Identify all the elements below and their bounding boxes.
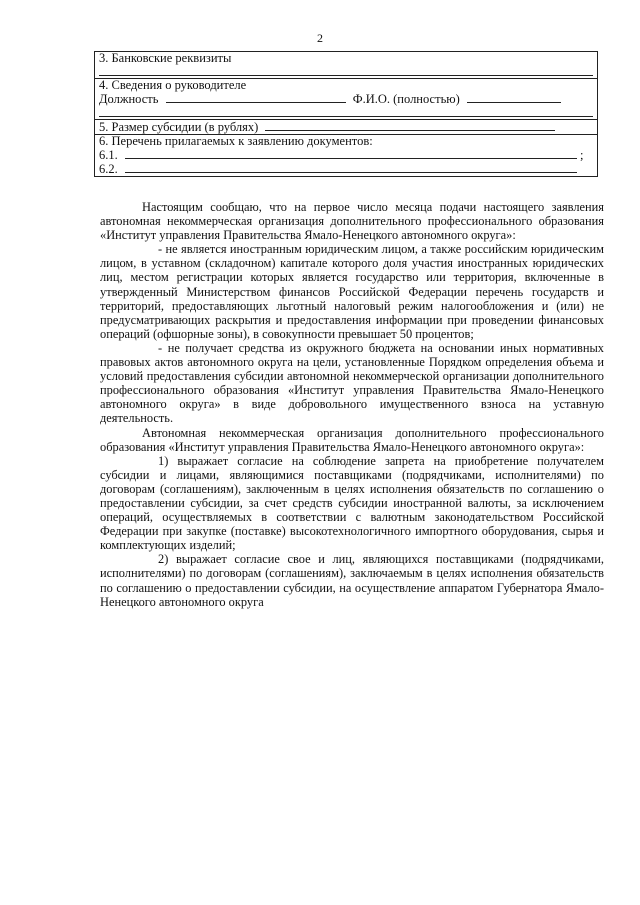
fio-field[interactable] [467,92,561,103]
consent-item-2: 2) выражает согласие свое и лиц, являющихся поставщиками (подрядчиками, исполнителями) по договорам (соглашениям), заключаемым в целях исполнения обязательств по соглашению о предоставлении субсидии, на осуществление аппаратом Губернатора Ямало-Ненецкого автономного округа [100,552,604,609]
doc-1-row [99,148,593,162]
subsidy-amount-row [99,120,593,134]
bank-details-line[interactable] [99,65,593,76]
documents-label: 6. Перечень прилагаемых к заявлению документов: [99,134,373,148]
condition-foreign-entity: - не является иностранным юридическим лицом, а также российским юридическим лицом, в уставном (складочном) капитале которого доля участия иностранных юридических лиц, местом регистрации которых является государство или территория, включенные в утвержденный Министерством финансов Российской Федерации перечень государств и территорий, предоставляющих льготный налоговый режим налогообложения и (или) не предусматривающих раскрытия и предоставления информации при проведении финансовых операций (офшорные зоны), в совокупности превышает 50 процентов; [100,242,604,341]
doc-1-field[interactable] [125,148,577,159]
subsidy-amount-cell [95,120,598,135]
page-number: 2 [317,31,323,45]
application-form-table [94,51,598,177]
subsidy-amount-label: 5. Размер субсидии (в рублях) [99,120,259,134]
bank-details-cell [95,52,598,79]
position-row [99,92,593,106]
head-info-label: 4. Сведения о руководителе [99,78,247,92]
doc-1-label: 6.1. [99,148,118,162]
position-label: Должность [99,92,159,106]
doc-2-field[interactable] [125,162,577,173]
doc-1-end: ; [580,148,584,162]
subsidy-amount-field[interactable] [265,120,555,131]
documents-cell [95,135,598,177]
head-info-cell [95,79,598,120]
condition-no-other-funds: - не получает средства из окружного бюджета на основании иных нормативных правовых актов автономного округа на цели, установленные Порядком определения объема и условий предоставления субсидии автономной некоммерческой организации дополнительного профессионального образования «Институт управления Правительства Ямало-Ненецкого автономного округа» в виде добровольного имущественного взноса на уставную деятельность. [100,340,604,426]
doc-2-row [99,162,593,176]
doc-2-label: 6.2. [99,162,118,176]
bank-details-label: 3. Банковские реквизиты [99,51,232,65]
consent-item-1: 1) выражает согласие на соблюдение запрета на приобретение получателем субсидии и лицами, являющимися поставщиками (подрядчиками, исполнителями) по договорам (соглашениям), заключенным в целях исполнения обязательств по соглашению о предоставлении субсидии, за счет средств субсидии иностранной валюты, за исключением операций, осуществляемых в соответствии с валютным законодательством Российской Федерации при закупке (поставке) высокотехнологичного импортного оборудования, сырья и комплектующих изделий; [100,453,604,553]
organization-paragraph: Автономная некоммерческая организация дополнительного профессионального образования «Институт управления Правительства Ямало-Ненецкого автономного округа»: [100,425,604,454]
head-info-line[interactable] [99,106,593,117]
body-text [100,200,604,609]
statement-paragraph: Настоящим сообщаю, что на первое число месяца подачи настоящего заявления автономная некоммерческая организация дополнительного профессионального образования «Институт управления Правительства Ямало-Ненецкого автономного округа»: [100,200,604,243]
fio-label: Ф.И.О. (полностью) [352,92,460,106]
position-field[interactable] [166,92,346,103]
